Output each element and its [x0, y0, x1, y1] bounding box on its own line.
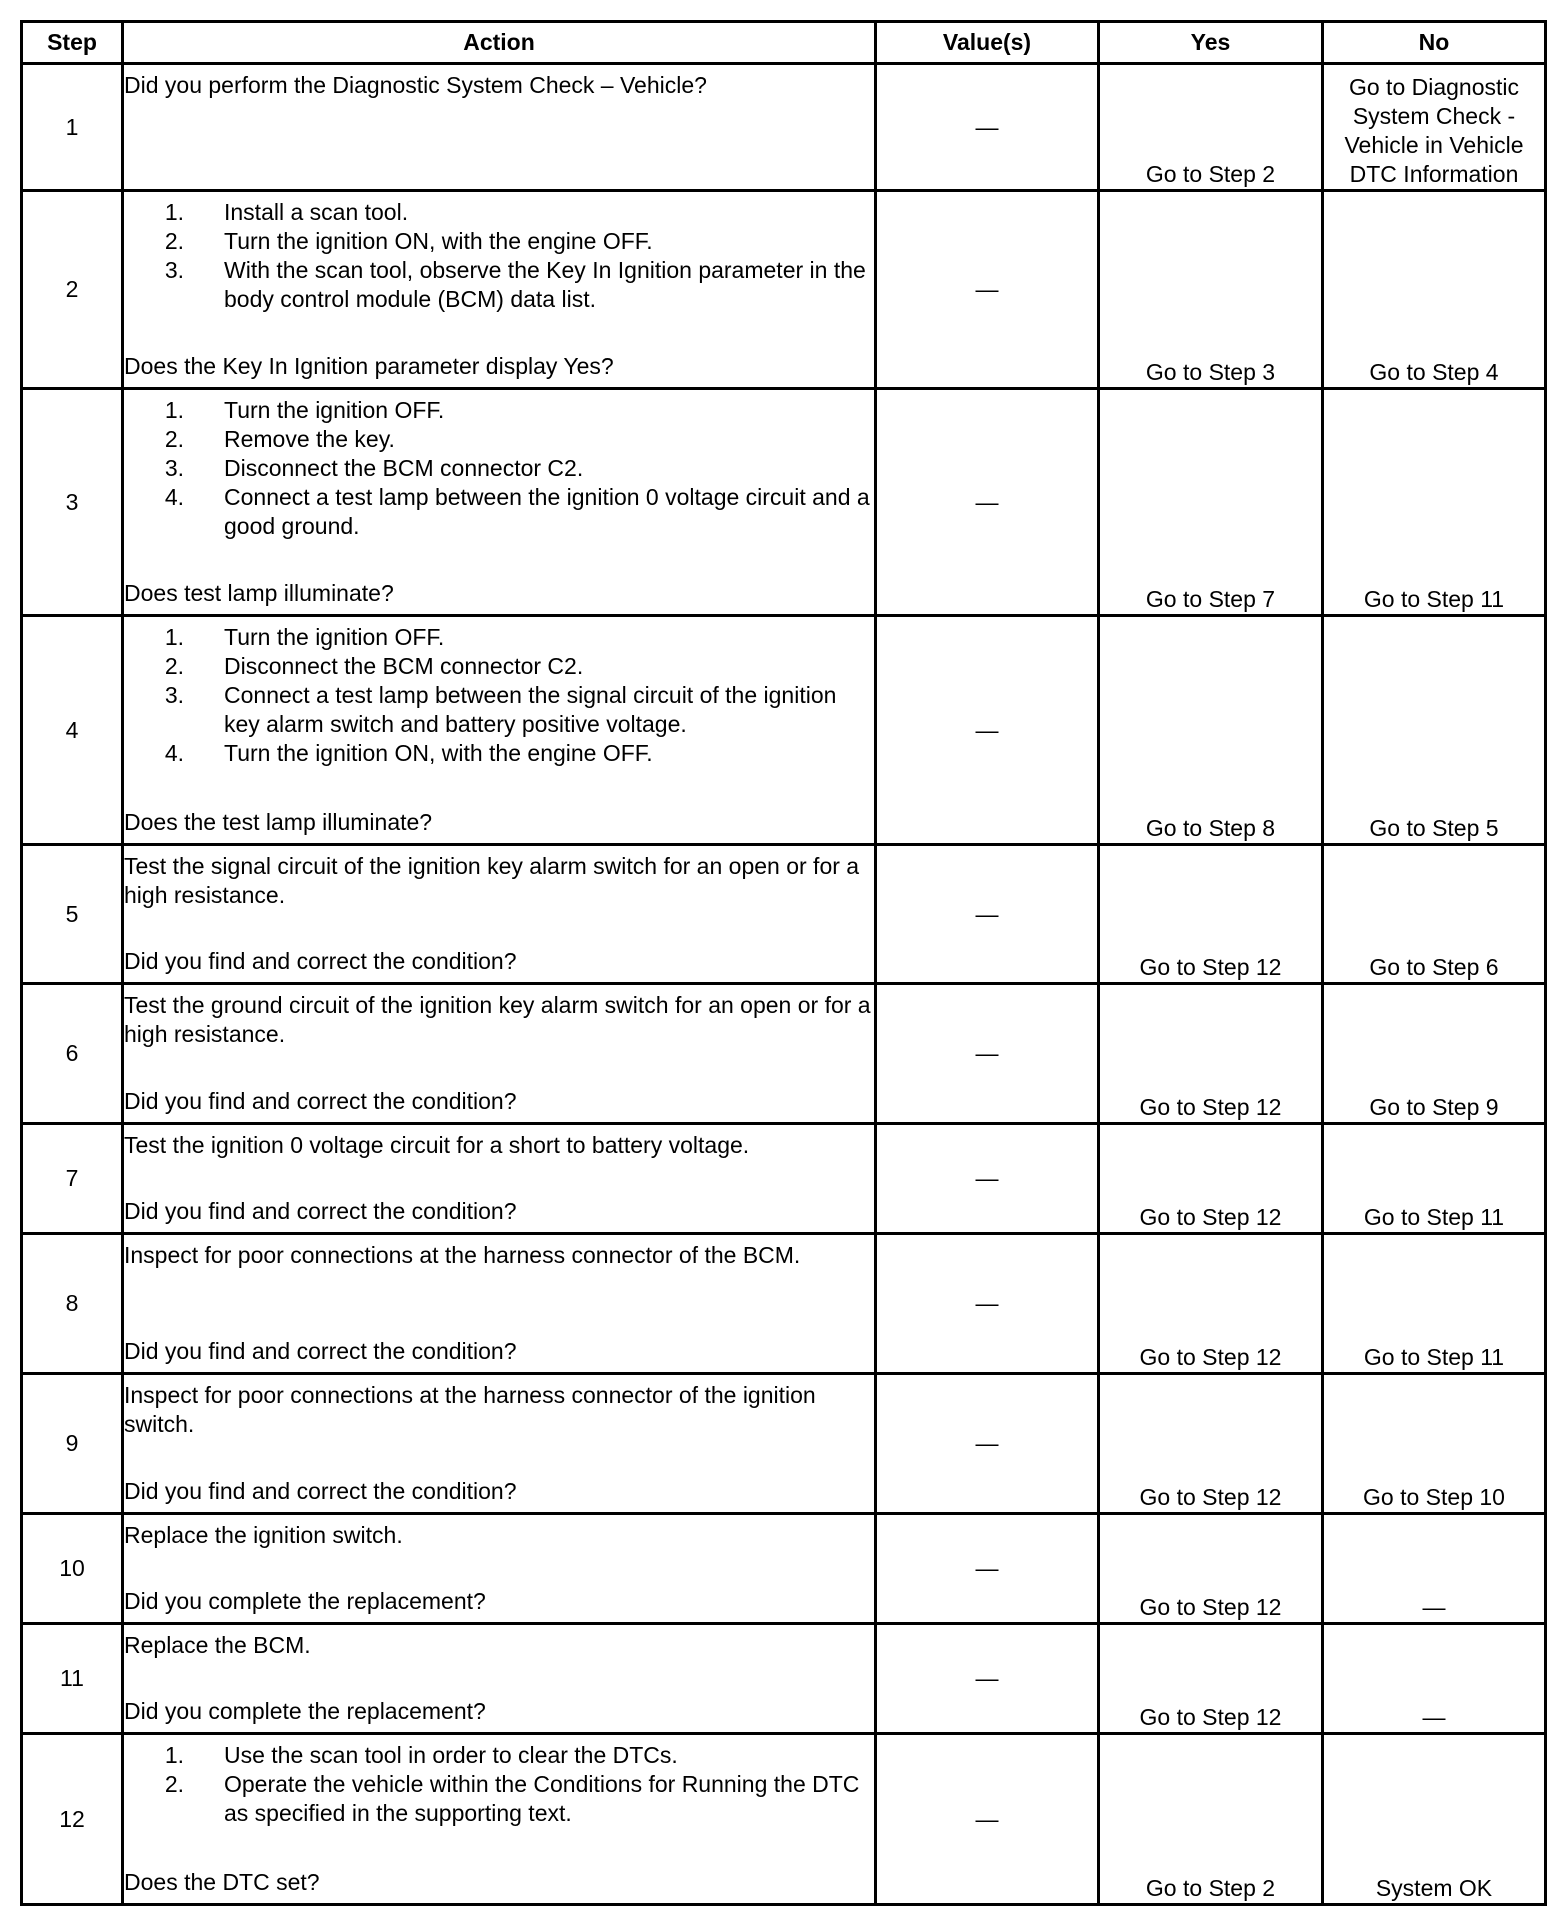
header-row	[22, 22, 1546, 64]
value-cell: —	[876, 1514, 1099, 1624]
yes-cell: Go to Step 12	[1099, 1234, 1323, 1374]
list-item-number: 1.	[164, 199, 184, 225]
action-question: Did you find and correct the condition?	[124, 1088, 517, 1114]
action-instructions	[124, 985, 874, 1049]
step-number: 1	[22, 64, 123, 191]
yes-cell: Go to Step 12	[1099, 845, 1323, 984]
action-content	[124, 985, 874, 1116]
yes-cell: Go to Step 3	[1099, 191, 1323, 389]
action-question: Does the DTC set?	[124, 1869, 320, 1895]
action-text: Test the ground circuit of the ignition key alarm switch for an open or for a high resistance.	[124, 992, 871, 1047]
list-item	[124, 198, 874, 227]
yes-cell: Go to Step 12	[1099, 984, 1323, 1124]
list-item-text: Turn the ignition OFF.	[224, 397, 445, 423]
action-instructions	[124, 390, 874, 541]
action-cell	[123, 1124, 876, 1234]
action-question: Did you find and correct the condition?	[124, 948, 517, 974]
procedure-list	[124, 396, 874, 541]
action-content	[124, 390, 874, 608]
step-number: 5	[22, 845, 123, 984]
procedure-list	[124, 623, 874, 768]
table-row	[22, 389, 1546, 616]
no-cell: Go to Step 6	[1323, 845, 1546, 984]
header-yes: Yes	[1099, 22, 1323, 64]
no-cell: Go to Step 11	[1323, 1234, 1546, 1374]
table-body	[22, 64, 1546, 1905]
table-header	[22, 22, 1546, 64]
action-cell	[123, 845, 876, 984]
action-cell	[123, 984, 876, 1124]
table-row	[22, 616, 1546, 845]
list-item	[124, 652, 874, 681]
action-content	[124, 1375, 874, 1506]
step-number: 10	[22, 1514, 123, 1624]
list-item-number: 2.	[164, 1771, 184, 1797]
step-number: 7	[22, 1124, 123, 1234]
value-cell: —	[876, 1374, 1099, 1514]
action-text: Test the ignition 0 voltage circuit for a short to battery voltage.	[124, 1132, 750, 1158]
step-number: 8	[22, 1234, 123, 1374]
no-cell: Go to Step 11	[1323, 1124, 1546, 1234]
value-cell: —	[876, 191, 1099, 389]
action-cell	[123, 1374, 876, 1514]
step-number: 4	[22, 616, 123, 845]
action-content	[124, 1235, 874, 1366]
action-text: Replace the ignition switch.	[124, 1522, 403, 1548]
yes-cell: Go to Step 2	[1099, 64, 1323, 191]
list-item-text: Turn the ignition ON, with the engine OFF.	[224, 228, 653, 254]
value-cell: —	[876, 845, 1099, 984]
step-number: 9	[22, 1374, 123, 1514]
action-question: Did you find and correct the condition?	[124, 1338, 517, 1364]
value-cell: —	[876, 1124, 1099, 1234]
no-cell: Go to Step 11	[1323, 389, 1546, 616]
no-cell: System OK	[1323, 1734, 1546, 1905]
list-item-text: Remove the key.	[224, 426, 395, 452]
action-cell	[123, 389, 876, 616]
no-cell: Go to Step 4	[1323, 191, 1546, 389]
action-instructions	[124, 846, 874, 910]
list-item-text: Turn the ignition ON, with the engine OFF.	[224, 740, 653, 766]
list-item-text: Connect a test lamp between the ignition 0 voltage circuit and a good ground.	[224, 484, 870, 539]
list-item	[124, 227, 874, 256]
table-row	[22, 984, 1546, 1124]
value-cell: —	[876, 1234, 1099, 1374]
action-content	[124, 65, 874, 183]
list-item-number: 2.	[164, 426, 184, 452]
action-cell	[123, 616, 876, 845]
list-item-number: 2.	[164, 228, 184, 254]
yes-cell: Go to Step 12	[1099, 1124, 1323, 1234]
value-cell: —	[876, 1734, 1099, 1905]
action-instructions	[124, 1125, 874, 1160]
action-cell	[123, 191, 876, 389]
diagnostic-table	[20, 20, 1547, 1906]
list-item	[124, 396, 874, 425]
action-content	[124, 617, 874, 837]
action-instructions	[124, 1235, 874, 1270]
list-item-number: 3.	[164, 257, 184, 283]
step-number: 2	[22, 191, 123, 389]
action-instructions	[124, 1515, 874, 1550]
no-cell: Go to Step 10	[1323, 1374, 1546, 1514]
list-item-text: Install a scan tool.	[224, 199, 409, 225]
list-item-text: Disconnect the BCM connector C2.	[224, 455, 584, 481]
step-number: 3	[22, 389, 123, 616]
no-cell: —	[1323, 1624, 1546, 1734]
list-item-number: 1.	[164, 1742, 184, 1768]
action-instructions	[124, 65, 874, 100]
procedure-list	[124, 198, 874, 314]
action-content	[124, 1735, 874, 1897]
action-content	[124, 1125, 874, 1226]
list-item	[124, 454, 874, 483]
action-instructions	[124, 1375, 874, 1439]
list-item-number: 3.	[164, 682, 184, 708]
no-cell: Go to Step 5	[1323, 616, 1546, 845]
list-item-number: 2.	[164, 653, 184, 679]
header-no: No	[1323, 22, 1546, 64]
action-cell	[123, 1514, 876, 1624]
action-question: Does test lamp illuminate?	[124, 580, 394, 606]
list-item	[124, 623, 874, 652]
action-cell	[123, 1624, 876, 1734]
list-item-number: 4.	[164, 484, 184, 510]
step-number: 11	[22, 1624, 123, 1734]
list-item-number: 1.	[164, 397, 184, 423]
value-cell: —	[876, 984, 1099, 1124]
action-instructions	[124, 1625, 874, 1660]
list-item-text: Turn the ignition OFF.	[224, 624, 445, 650]
action-cell	[123, 64, 876, 191]
list-item-text: Connect a test lamp between the signal circuit of the ignition key alarm switch and battery positive voltage.	[224, 682, 837, 737]
action-question: Did you find and correct the condition?	[124, 1198, 517, 1224]
action-question: Does the test lamp illuminate?	[124, 809, 433, 835]
action-content	[124, 846, 874, 976]
list-item-number: 4.	[164, 740, 184, 766]
yes-cell: Go to Step 2	[1099, 1734, 1323, 1905]
list-item-number: 1.	[164, 624, 184, 650]
action-text: Inspect for poor connections at the harness connector of the BCM.	[124, 1242, 801, 1268]
yes-cell: Go to Step 12	[1099, 1624, 1323, 1734]
no-cell: Go to Diagnostic System Check - Vehicle in Vehicle DTC Information	[1323, 64, 1546, 191]
yes-cell: Go to Step 12	[1099, 1374, 1323, 1514]
action-content	[124, 1515, 874, 1616]
list-item	[124, 483, 874, 541]
list-item-text: Operate the vehicle within the Conditions for Running the DTC as specified in the supporting text.	[224, 1771, 860, 1826]
action-question: Does the Key In Ignition parameter display Yes?	[124, 353, 614, 379]
yes-cell: Go to Step 12	[1099, 1514, 1323, 1624]
table-row	[22, 845, 1546, 984]
list-item	[124, 739, 874, 768]
value-cell: —	[876, 1624, 1099, 1734]
action-text: Did you perform the Diagnostic System Check – Vehicle?	[124, 72, 707, 98]
action-cell	[123, 1234, 876, 1374]
table-row	[22, 64, 1546, 191]
list-item-text: Use the scan tool in order to clear the DTCs.	[224, 1742, 678, 1768]
table-row	[22, 1624, 1546, 1734]
table-row	[22, 1124, 1546, 1234]
action-text: Replace the BCM.	[124, 1632, 311, 1658]
list-item-text: Disconnect the BCM connector C2.	[224, 653, 584, 679]
action-instructions	[124, 1735, 874, 1828]
list-item	[124, 256, 874, 314]
step-number: 12	[22, 1734, 123, 1905]
action-instructions	[124, 617, 874, 768]
list-item	[124, 1770, 874, 1828]
table-row	[22, 1734, 1546, 1905]
yes-cell: Go to Step 7	[1099, 389, 1323, 616]
header-action: Action	[123, 22, 876, 64]
header-step: Step	[22, 22, 123, 64]
table-row	[22, 1514, 1546, 1624]
action-content	[124, 1625, 874, 1726]
yes-cell: Go to Step 8	[1099, 616, 1323, 845]
table-row	[22, 191, 1546, 389]
table-row	[22, 1234, 1546, 1374]
value-cell: —	[876, 616, 1099, 845]
step-number: 6	[22, 984, 123, 1124]
action-content	[124, 192, 874, 381]
procedure-list	[124, 1741, 874, 1828]
value-cell: —	[876, 64, 1099, 191]
list-item-text: With the scan tool, observe the Key In Ignition parameter in the body control module (BCM) data list.	[224, 257, 866, 312]
list-item	[124, 425, 874, 454]
table-row	[22, 1374, 1546, 1514]
no-cell: Go to Step 9	[1323, 984, 1546, 1124]
action-question: Did you find and correct the condition?	[124, 1478, 517, 1504]
action-instructions	[124, 192, 874, 314]
action-cell	[123, 1734, 876, 1905]
action-question: Did you complete the replacement?	[124, 1698, 486, 1724]
list-item	[124, 1741, 874, 1770]
no-cell: —	[1323, 1514, 1546, 1624]
action-text: Test the signal circuit of the ignition key alarm switch for an open or for a high resistance.	[124, 853, 860, 908]
list-item	[124, 681, 874, 739]
header-values: Value(s)	[876, 22, 1099, 64]
value-cell: —	[876, 389, 1099, 616]
action-question: Did you complete the replacement?	[124, 1588, 486, 1614]
action-text: Inspect for poor connections at the harness connector of the ignition switch.	[124, 1382, 816, 1437]
list-item-number: 3.	[164, 455, 184, 481]
